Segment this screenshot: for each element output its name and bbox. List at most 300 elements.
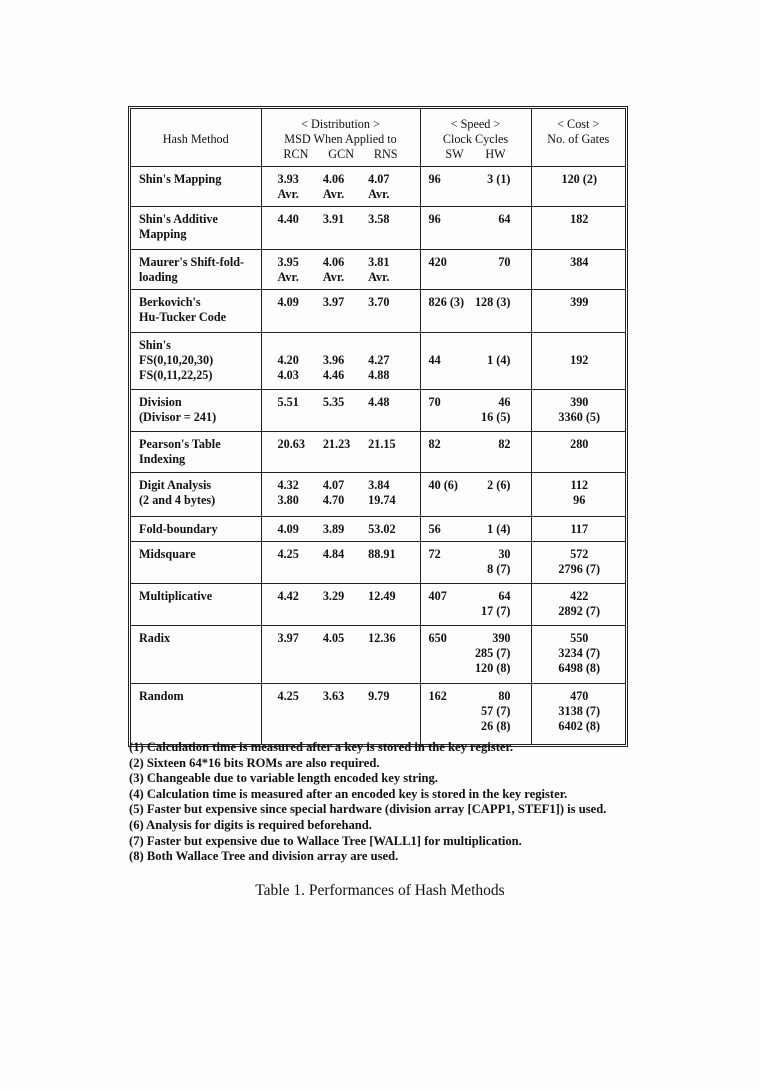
table-row [131, 473, 625, 517]
footnote: (7) Faster but expensive due to Wallace Tree [WALL1] for multiplication. [129, 833, 522, 848]
gcn-line: 3.97 [322, 295, 345, 309]
method-cell [131, 250, 261, 290]
method-name [139, 295, 255, 325]
rns-line: 88.91 [368, 547, 396, 561]
rns-line: 3.70 [368, 295, 390, 309]
cost-cell [531, 684, 625, 744]
method-line: Shin's [139, 338, 171, 352]
method-name [139, 522, 255, 537]
cost-value [540, 589, 620, 619]
gcn-value [323, 522, 368, 537]
hw-line: 26 (8) [481, 719, 511, 733]
sw-value [429, 212, 475, 227]
method-cell [131, 290, 261, 333]
table-row [131, 517, 625, 542]
hw-value [475, 478, 525, 493]
method-name [139, 395, 255, 425]
speed-values [429, 295, 525, 310]
hw-line: 120 (8) [474, 661, 511, 675]
sw-line: 826 (3) [428, 295, 465, 309]
sw-value [429, 395, 475, 425]
method-cell [131, 626, 261, 684]
rcn-value [278, 437, 323, 452]
gcn-line: 4.70 [322, 493, 345, 507]
distribution-values [270, 478, 414, 508]
speed-cell [420, 207, 531, 250]
gcn-line: 3.91 [322, 212, 345, 226]
rns-line: 4.88 [368, 368, 390, 382]
hw-value [475, 689, 525, 734]
method-cell [131, 517, 261, 542]
rns-value [368, 522, 413, 537]
rcn-line: Avr. [277, 187, 299, 201]
cost-line: 2892 (7) [558, 604, 601, 618]
method-name [139, 437, 255, 467]
hw-value [475, 631, 525, 676]
speed-values [429, 631, 525, 676]
method-name [139, 478, 255, 508]
hw-line: 8 (7) [487, 562, 511, 576]
distribution-cell [261, 167, 420, 207]
sw-line: 40 (6) [428, 478, 458, 492]
method-name [139, 631, 255, 646]
cost-line: 3360 (5) [558, 410, 601, 424]
rcn-line: 4.32 [277, 478, 299, 492]
method-cell [131, 333, 261, 390]
cost-value [540, 547, 620, 577]
rns-value [368, 437, 413, 452]
table-caption: Table 1. Performances of Hash Methods [255, 882, 505, 899]
cost-line: 112 [570, 478, 589, 492]
cost-value [540, 172, 620, 187]
rcn-line: 4.20 [277, 353, 299, 367]
method-line: Midsquare [139, 547, 196, 561]
gcn-line: 4.46 [322, 368, 345, 382]
speed-values [429, 395, 525, 425]
rns-line: 19.74 [368, 493, 396, 507]
rns-value [368, 212, 413, 227]
cost-line: 96 [573, 493, 586, 507]
hw-line: 1 (4) [487, 522, 511, 536]
cost-line: 470 [570, 689, 589, 703]
header-hw: HW [485, 147, 506, 161]
sw-value [429, 589, 475, 619]
method-name [139, 689, 255, 704]
method-line: Division [139, 395, 182, 409]
method-line: Maurer's Shift-fold- [139, 255, 245, 269]
table-row [131, 207, 625, 250]
rcn-line: 4.25 [277, 689, 299, 703]
hw-line [475, 338, 511, 353]
sw-line: 56 [428, 522, 441, 536]
header-rcn: RCN [283, 147, 309, 161]
rns-line: 9.79 [368, 689, 390, 703]
speed-cell [420, 626, 531, 684]
cost-line: 120 (2) [561, 172, 598, 186]
cost-line: 2796 (7) [558, 562, 601, 576]
hw-line: 46 [498, 395, 511, 409]
rcn-value [278, 395, 323, 410]
sw-line: 650 [428, 631, 447, 645]
distribution-values [270, 212, 414, 227]
rcn-line: 20.63 [277, 437, 305, 451]
footnote: (5) Faster but expensive since special hardware (division array [CAPP1, STEF1]) is used. [129, 802, 607, 817]
cost-cell [531, 542, 625, 584]
sw-value [429, 172, 475, 187]
hw-line: 64 [498, 212, 511, 226]
gcn-value [323, 478, 368, 508]
method-name [139, 255, 255, 285]
gcn-line [323, 338, 368, 353]
table-row [131, 167, 625, 207]
hw-value [475, 395, 525, 425]
hw-line: 1 (4) [487, 353, 511, 367]
speed-cell [420, 584, 531, 626]
rcn-value [278, 295, 323, 310]
rns-line: Avr. [368, 187, 390, 201]
method-cell [131, 390, 261, 432]
gcn-line: Avr. [322, 270, 345, 284]
rns-line: 3.81 [368, 255, 390, 269]
speed-values [429, 255, 525, 270]
gcn-line: 3.63 [322, 689, 345, 703]
header-hash-method: Hash Method [131, 109, 261, 167]
hw-line: 70 [498, 255, 511, 269]
sw-value [429, 437, 475, 452]
speed-values [429, 338, 525, 368]
rcn-line: 4.03 [277, 368, 299, 382]
method-cell [131, 473, 261, 517]
hw-value [475, 295, 525, 310]
method-line: (2 and 4 bytes) [139, 493, 216, 507]
distribution-values [270, 437, 414, 452]
footnote: (8) Both Wallace Tree and division array are used. [129, 849, 399, 864]
method-cell [131, 207, 261, 250]
header-speed [420, 109, 531, 167]
cost-cell [531, 333, 625, 390]
method-line: Random [139, 689, 184, 703]
hw-line: 128 (3) [474, 295, 511, 309]
cost-line: 3138 (7) [558, 704, 601, 718]
cost-value [540, 338, 620, 368]
distribution-cell [261, 473, 420, 517]
cost-title: < Cost > [557, 117, 600, 131]
cost-value [540, 478, 620, 508]
sw-value [429, 478, 475, 493]
speed-cell [420, 390, 531, 432]
hash-methods-table [131, 109, 625, 744]
table-row [131, 290, 625, 333]
cost-cell [531, 517, 625, 542]
hw-value [475, 589, 525, 619]
rcn-value [278, 255, 323, 285]
distribution-values [270, 689, 414, 704]
cost-cell [531, 250, 625, 290]
gcn-value [323, 437, 368, 452]
rcn-line [278, 338, 323, 353]
hw-line: 285 (7) [474, 646, 511, 660]
distribution-cell [261, 390, 420, 432]
gcn-line: Avr. [322, 187, 345, 201]
cost-subtitle: No. of Gates [547, 132, 610, 146]
cost-cell [531, 390, 625, 432]
sw-line: 44 [428, 353, 441, 367]
sw-line [429, 338, 475, 353]
hw-value [475, 547, 525, 577]
header-cost [531, 109, 625, 167]
rcn-line: 3.80 [277, 493, 299, 507]
cost-value [540, 522, 620, 537]
method-cell [131, 432, 261, 473]
cost-line: 422 [570, 589, 589, 603]
speed-values [429, 689, 525, 734]
rcn-line: Avr. [277, 270, 299, 284]
hw-line: 30 [498, 547, 511, 561]
hw-line: 3 (1) [487, 172, 511, 186]
sw-line: 420 [428, 255, 447, 269]
method-line: FS(0,11,22,25) [139, 368, 213, 382]
gcn-value [323, 255, 368, 285]
sw-value [429, 689, 475, 734]
rns-line: 4.07 [368, 172, 390, 186]
gcn-value [323, 547, 368, 562]
distribution-title: < Distribution > [301, 117, 380, 131]
sw-line: 72 [428, 547, 441, 561]
method-line: Fold-boundary [139, 522, 218, 536]
speed-values [429, 437, 525, 452]
footnote: (2) Sixteen 64*16 bits ROMs are also required. [129, 755, 380, 770]
rcn-line: 4.09 [277, 522, 299, 536]
rns-line: 53.02 [368, 522, 396, 536]
rcn-value [278, 172, 323, 202]
distribution-subtitle: MSD When Applied to [284, 132, 397, 146]
distribution-cell [261, 584, 420, 626]
gcn-line: 4.07 [322, 478, 345, 492]
rns-line: 4.48 [368, 395, 390, 409]
cost-value [540, 689, 620, 734]
gcn-line: 5.35 [322, 395, 345, 409]
distribution-cell [261, 542, 420, 584]
method-line: Radix [139, 631, 171, 645]
cost-line: 117 [570, 522, 589, 536]
cost-line: 550 [570, 631, 589, 645]
speed-cell [420, 517, 531, 542]
sw-line: 96 [428, 212, 441, 226]
gcn-line: 3.96 [322, 353, 345, 367]
table-row [131, 684, 625, 744]
rcn-value [278, 631, 323, 646]
gcn-line: 4.05 [322, 631, 345, 645]
rcn-line: 4.40 [277, 212, 299, 226]
gcn-value [323, 295, 368, 310]
footnote: (4) Calculation time is measured after an encoded key is stored in the key register. [129, 786, 568, 801]
gcn-value [323, 338, 368, 383]
rcn-value [278, 547, 323, 562]
cost-line: 182 [570, 212, 589, 226]
sw-value [429, 631, 475, 676]
gcn-line: 4.84 [322, 547, 345, 561]
hash-methods-table-frame [128, 106, 628, 747]
table-row [131, 333, 625, 390]
distribution-values [270, 589, 414, 604]
rns-line: 12.36 [368, 631, 396, 645]
rns-line: Avr. [368, 270, 390, 284]
rns-value [368, 338, 413, 383]
distribution-cell [261, 290, 420, 333]
table-row [131, 626, 625, 684]
rcn-line: 5.51 [277, 395, 299, 409]
gcn-line: 21.23 [322, 437, 351, 451]
distribution-values [270, 295, 414, 310]
hw-value [475, 437, 525, 452]
method-cell [131, 584, 261, 626]
cost-line: 192 [570, 353, 589, 367]
header-sw: SW [445, 147, 464, 161]
hw-line: 390 [492, 631, 511, 645]
gcn-value [323, 212, 368, 227]
distribution-cell [261, 250, 420, 290]
rns-line: 4.27 [368, 353, 390, 367]
rcn-line: 4.25 [277, 547, 299, 561]
method-line: Mapping [139, 227, 187, 241]
hw-line: 2 (6) [487, 478, 511, 492]
method-line: Hu-Tucker Code [139, 310, 227, 324]
speed-cell [420, 250, 531, 290]
rns-value [368, 589, 413, 604]
sw-line: 82 [428, 437, 441, 451]
method-cell [131, 167, 261, 207]
method-line: (Divisor = 241) [139, 410, 217, 424]
rcn-value [278, 478, 323, 508]
cost-value [540, 631, 620, 676]
rcn-line: 3.93 [277, 172, 299, 186]
cost-cell [531, 432, 625, 473]
method-line: Pearson's Table [139, 437, 221, 451]
rcn-value [278, 522, 323, 537]
rns-line: 12.49 [368, 589, 396, 603]
cost-value [540, 437, 620, 452]
gcn-value [323, 631, 368, 646]
method-line: Digit Analysis [139, 478, 212, 492]
speed-cell [420, 290, 531, 333]
speed-cell [420, 542, 531, 584]
rcn-value [278, 338, 323, 383]
sw-value [429, 547, 475, 577]
rns-value [368, 172, 413, 202]
speed-values [429, 172, 525, 187]
gcn-line: 4.06 [322, 255, 345, 269]
speed-cell [420, 432, 531, 473]
method-name [139, 338, 255, 383]
distribution-values [270, 631, 414, 646]
speed-cell [420, 333, 531, 390]
sw-value [429, 522, 475, 537]
sw-line: 407 [428, 589, 447, 603]
distribution-values [270, 255, 414, 285]
rns-value [368, 255, 413, 285]
method-line: Berkovich's [139, 295, 201, 309]
speed-subtitle: Clock Cycles [442, 132, 509, 146]
speed-title: < Speed > [450, 117, 501, 131]
distribution-cell [261, 517, 420, 542]
speed-values [429, 522, 525, 537]
rns-line: 3.58 [368, 212, 390, 226]
method-name [139, 547, 255, 562]
footnotes [129, 740, 606, 865]
speed-cell [420, 167, 531, 207]
header-distribution [261, 109, 420, 167]
header-rns: RNS [373, 147, 398, 161]
cost-line: 6498 (8) [558, 661, 601, 675]
hw-line: 82 [498, 437, 511, 451]
rns-line [368, 338, 413, 353]
hw-line: 64 [498, 589, 511, 603]
method-line: loading [139, 270, 178, 284]
footnote: (6) Analysis for digits is required beforehand. [129, 817, 372, 832]
table-row [131, 432, 625, 473]
hw-value [475, 338, 525, 368]
header-gcn: GCN [328, 147, 355, 161]
method-line: Multiplicative [139, 589, 213, 603]
table-row [131, 584, 625, 626]
hw-value [475, 212, 525, 227]
method-name [139, 589, 255, 604]
cost-cell [531, 290, 625, 333]
speed-cell [420, 684, 531, 744]
rcn-line: 4.09 [277, 295, 299, 309]
speed-values [429, 212, 525, 227]
hw-line: 57 (7) [481, 704, 511, 718]
rns-line: 3.84 [368, 478, 390, 492]
rcn-value [278, 689, 323, 704]
cost-cell [531, 626, 625, 684]
rcn-line: 3.95 [277, 255, 299, 269]
distribution-cell [261, 207, 420, 250]
gcn-value [323, 395, 368, 410]
sw-value [429, 295, 475, 310]
speed-values [429, 478, 525, 493]
gcn-value [323, 589, 368, 604]
distribution-cell [261, 333, 420, 390]
gcn-value [323, 689, 368, 704]
method-line: FS(0,10,20,30) [139, 353, 214, 367]
rns-value [368, 478, 413, 508]
footnote: (1) Calculation time is measured after a key is stored in the key register. [129, 740, 514, 754]
rns-line: 21.15 [368, 437, 396, 451]
rns-value [368, 689, 413, 704]
cost-line [540, 338, 620, 353]
sw-value [429, 255, 475, 270]
rns-value [368, 547, 413, 562]
cost-value [540, 212, 620, 227]
sw-line: 96 [428, 172, 441, 186]
rns-value [368, 295, 413, 310]
cost-line: 390 [570, 395, 589, 409]
distribution-cell [261, 626, 420, 684]
cost-line: 280 [570, 437, 589, 451]
hw-value [475, 522, 525, 537]
distribution-values [270, 547, 414, 562]
rcn-line: 3.97 [277, 631, 299, 645]
rcn-line: 4.42 [277, 589, 299, 603]
speed-values [429, 589, 525, 619]
rns-value [368, 395, 413, 410]
sw-value [429, 338, 475, 368]
distribution-values [270, 172, 414, 202]
distribution-cell [261, 684, 420, 744]
cost-value [540, 255, 620, 270]
method-line: Shin's Additive [139, 212, 218, 226]
